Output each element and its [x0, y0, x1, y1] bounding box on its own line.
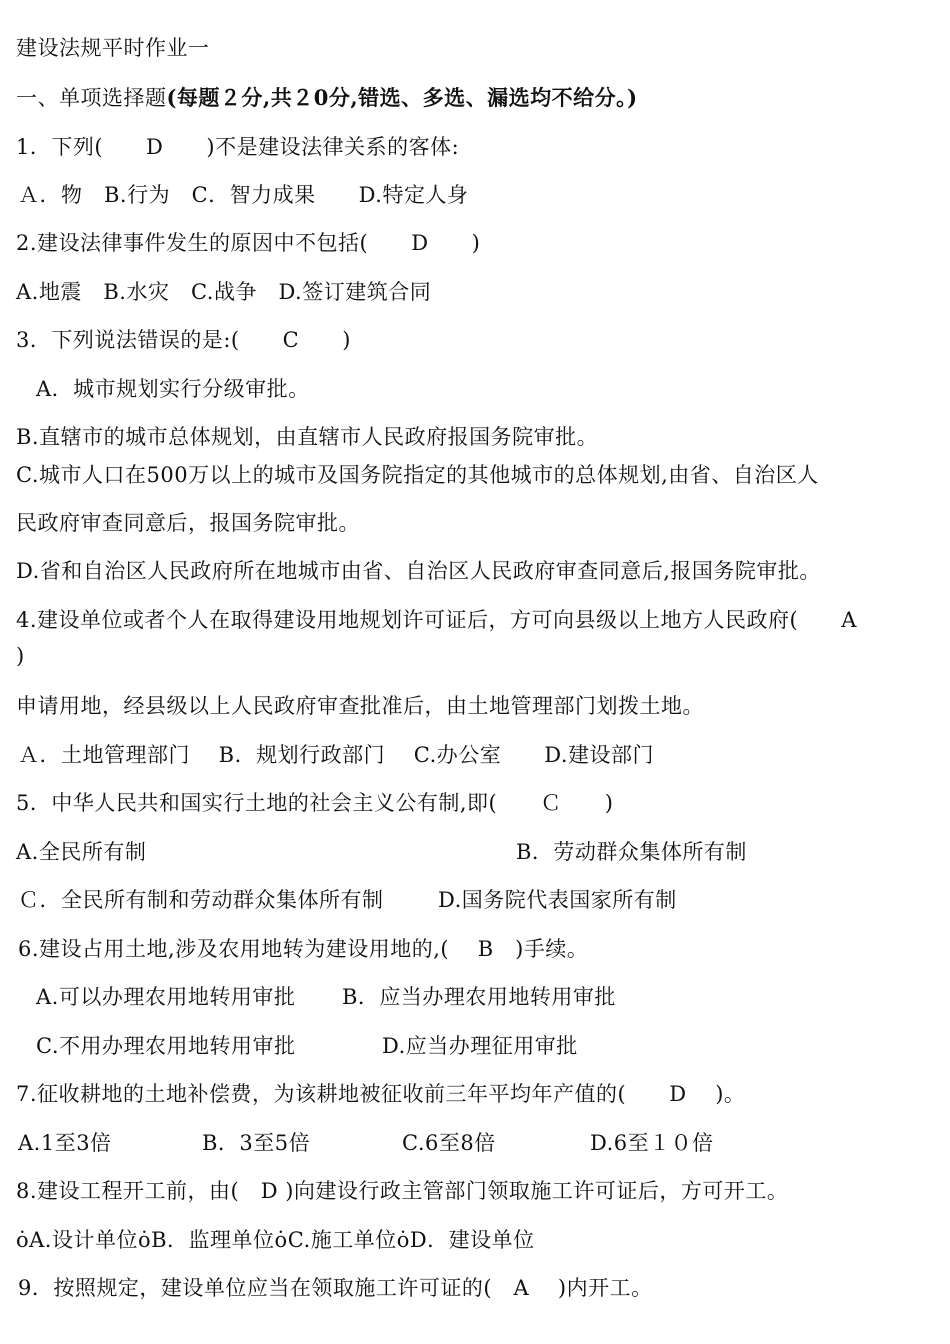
question-3-option-c-line2: 民政府审查同意后，报国务院审批。 [16, 511, 360, 535]
question-9-stem: 9．按照规定，建设单位应当在领取施工许可证的( A )内开工。 [18, 1276, 653, 1300]
question-7-stem: 7.征收耕地的土地补偿费，为该耕地被征收前三年平均年产值的( D )。 [16, 1082, 746, 1106]
question-3-stem: 3．下列说法错误的是:( C ) [16, 328, 351, 352]
question-5-option-d: D.国务院代表国家所有制 [438, 888, 677, 912]
question-6-option-b: B．应当办理农用地转用审批 [342, 985, 616, 1009]
question-3-option-c-line1: C.城市人口在500万以上的城市及国务院指定的其他城市的总体规划,由省、自治区人 [16, 463, 819, 487]
question-1-stem: 1．下列( D )不是建设法律关系的客体: [16, 135, 460, 159]
question-8-stem: 8.建设工程开工前，由( D )向建设行政主管部门领取施工许可证后，方可开工。 [16, 1179, 789, 1203]
question-5-option-c: Ｃ．全民所有制和劳动群众集体所有制 [18, 888, 384, 912]
question-4-options: Ａ．土地管理部门 B．规划行政部门 C.办公室 D.建设部门 [18, 743, 655, 767]
question-7-option-b: B．3至5倍 [202, 1131, 311, 1155]
question-3-option-a: A．城市规划实行分级审批。 [36, 377, 310, 401]
question-4-stem-line1-tail: ) [16, 644, 25, 668]
question-8-options: ȯA.设计单位ȯB．监理单位ȯC.施工单位ȯD．建设单位 [16, 1228, 535, 1252]
question-2-stem: 2.建设法律事件发生的原因中不包括( D ) [16, 231, 481, 255]
section-prefix: 一、单项选择题 [16, 86, 167, 110]
question-6-option-a: A.可以办理农用地转用审批 [36, 985, 296, 1009]
document-title: 建设法规平时作业一 [16, 36, 210, 60]
question-3-option-d: D.省和自治区人民政府所在地城市由省、自治区人民政府审查同意后,报国务院审批。 [16, 559, 821, 583]
question-5-stem: 5．中华人民共和国实行土地的社会主义公有制,即( Ｃ ) [16, 791, 614, 815]
question-6-stem: 6.建设占用土地,涉及农用地转为建设用地的,( B )手续。 [18, 937, 589, 961]
question-4-stem-line2: 申请用地，经县级以上人民政府审查批准后，由土地管理部门划拨土地。 [16, 694, 704, 718]
question-2-options: A.地震 B.水灾 C.战争 D.签订建筑合同 [16, 280, 432, 304]
section-scoring-note: (每题２分,共２0分,错选、多选、漏选均不给分。) [166, 85, 638, 110]
question-7-option-c: C.6至8倍 [402, 1131, 496, 1155]
question-6-option-c: C.不用办理农用地转用审批 [36, 1034, 296, 1058]
question-4-stem-line1: 4.建设单位或者个人在取得建设用地规划许可证后，方可向县级以上地方人民政府( A [16, 608, 857, 632]
question-7-option-a: A.1至3倍 [18, 1131, 112, 1155]
question-3-option-b: B.直辖市的城市总体规划，由直辖市人民政府报国务院审批。 [16, 425, 599, 449]
question-1-options: Ａ．物 B.行为 C．智力成果 D.特定人身 [18, 183, 469, 207]
section-heading [16, 84, 638, 112]
question-5-option-a: A.全民所有制 [16, 840, 147, 864]
question-5-option-b: B．劳动群众集体所有制 [516, 840, 747, 864]
question-7-option-d: D.6至１０倍 [590, 1131, 714, 1155]
question-6-option-d: D.应当办理征用审批 [382, 1034, 578, 1058]
